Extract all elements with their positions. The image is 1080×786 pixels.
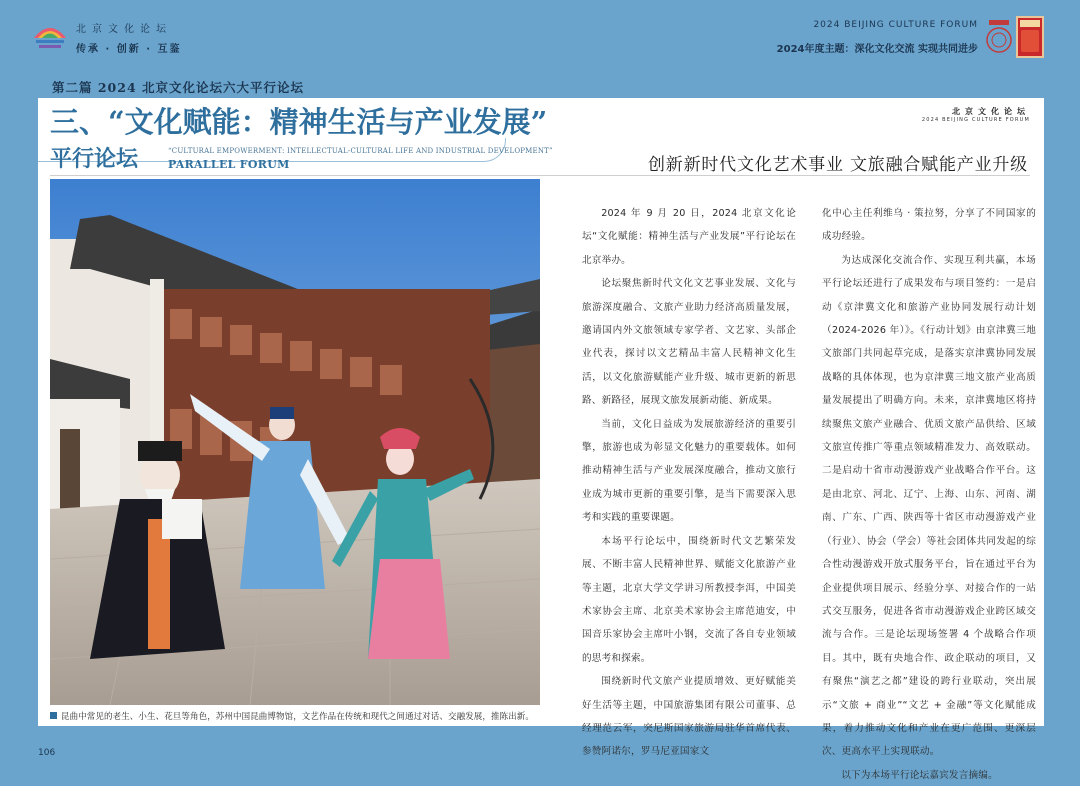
caption-marker — [50, 712, 57, 719]
paragraph: 当前，文化日益成为发展旅游经济的重要引擎，旅游也成为彰显文化魅力的重要载体。如何推动精神生活与产业发展深度融合，推动文旅行业成为城市更新的重要引擎，是当下需要深入思考和实践的重要课题。 — [582, 418, 796, 524]
article-subtitle-cn: 平行论坛 — [50, 146, 139, 172]
article-subtitle-en-forum: PARALLEL FORUM — [168, 158, 290, 171]
header-divider — [50, 175, 1030, 176]
brand-name: 北京文化论坛 — [76, 24, 172, 35]
section-label: 第二篇 2024 北京文化论坛六大平行论坛 — [52, 80, 304, 95]
photo-caption: 昆曲中常见的老生、小生、花旦等角色，苏州中国昆曲博物馆，文艺作品在传统和现代之间通过对话、交融发展，推陈出新。 — [61, 712, 535, 722]
paragraph: 论坛聚焦新时代文化文艺事业发展、文化与旅游深度融合、文旅产业助力经济高质量发展，邀请国内外文旅领域专家学者、文艺家、头部企业代表，探讨以文艺精品丰富人民精神文化生活，以文化旅游赋能产业升级、城市更新的新思路、新路径，展现文旅发展新动能、新成果。 — [582, 278, 796, 407]
page-brand-cn: 北京文化论坛 — [952, 107, 1030, 116]
forum-logo-icon — [30, 16, 70, 56]
seal-logo-icon — [984, 18, 1014, 56]
paragraph: 为达成深化交流合作、实现互利共赢，本场平行论坛还进行了成果发布与项目签约：一是启动《京津冀文化和旅游产业协同发展行动计划（2024-2026 年）》。《行动计划》由京津冀三地文旅部门共同起草完成，是落实京津冀协同发展战略的具体体现，也为京津冀三地文旅产业高质量发展提出了明确方向。未来，京津冀地区将持续聚焦文旅产业融合、优质文旅产品供给、区域文旅宣传推广等重点领域精准发力、高效联动。二是启动十省市动漫游戏产业战略合作平台。这是由北京、河北、辽宁、上海、山东、河南、湖南、广东、广西、陕西等十省区市动漫游戏产业（行业）、协会（学会）等社会团体共同发起的综合性动漫游戏开放式服务平台，旨在通过平台为企业提供项目展示、经验分享、对接合作的一站式交互服务，促进各省市动漫游戏企业跨区域交流与合作。三是论坛现场签署 4 个战略合作项目。其中，既有央地合作、政企联动的项目，又有聚焦“演艺之都”建设的跨行业联动，突出展示“文旅 + 商业”“文艺 + 金融”等文化赋能成果，着力推动文化和产业在更广范围、更深层次、更高水平上实现联动。 — [822, 254, 1036, 758]
paragraph: 围绕新时代文旅产业提质增效、更好赋能美好生活等主题，中国旅游集团有限公司董事、总经理范云军，突尼斯国家旅游局驻华首席代表、参赞阿诺尔，罗马尼亚国家文 — [582, 676, 796, 758]
paragraph: 本场平行论坛中，围绕新时代文艺繁荣发展、不断丰富人民精神世界、赋能文化旅游产业等主题，北京大学文学讲习所教授李洱，中国美术家协会主席、北京美术家协会主席范迪安，中国音乐家协会主席叶小钢，交流了各自专业领域的思考和探索。 — [582, 535, 796, 664]
paragraph: 2024 年 9 月 20 日，2024 北京文化论坛“文化赋能：精神生活与产业发展”平行论坛在北京举办。 — [582, 208, 796, 266]
article-column-2 — [822, 202, 1036, 786]
article-column-1 — [582, 202, 796, 764]
article-headline: 创新新时代文化艺术事业 文旅融合赋能产业升级 — [647, 155, 1028, 175]
forum-theme: 2024年度主题：深化文化交流 实现共同进步 — [776, 44, 978, 55]
article-title: 三、“文化赋能：精神生活与产业发展” — [50, 105, 548, 139]
paragraph: 以下为本场平行论坛嘉宾发言摘编。 — [841, 769, 998, 781]
paragraph: 化中心主任利维乌 · 策拉努，分享了不同国家的成功经验。 — [822, 208, 1036, 243]
article-subtitle-en: “CULTURAL EMPOWERMENT: INTELLECTUAL-CULTURAL LIFE AND INDUSTRIAL DEVELOPMENT” — [168, 147, 553, 155]
page-brand-en: 2024 BEIJING CULTURE FORUM — [921, 117, 1030, 123]
stamp-logo-icon — [1016, 16, 1044, 58]
opera-photo — [50, 179, 540, 705]
forum-title-en: 2024 BEIJING CULTURE FORUM — [813, 20, 978, 30]
brand-slogan: 传承 · 创新 · 互鉴 — [76, 44, 182, 55]
page-number: 106 — [38, 748, 56, 758]
